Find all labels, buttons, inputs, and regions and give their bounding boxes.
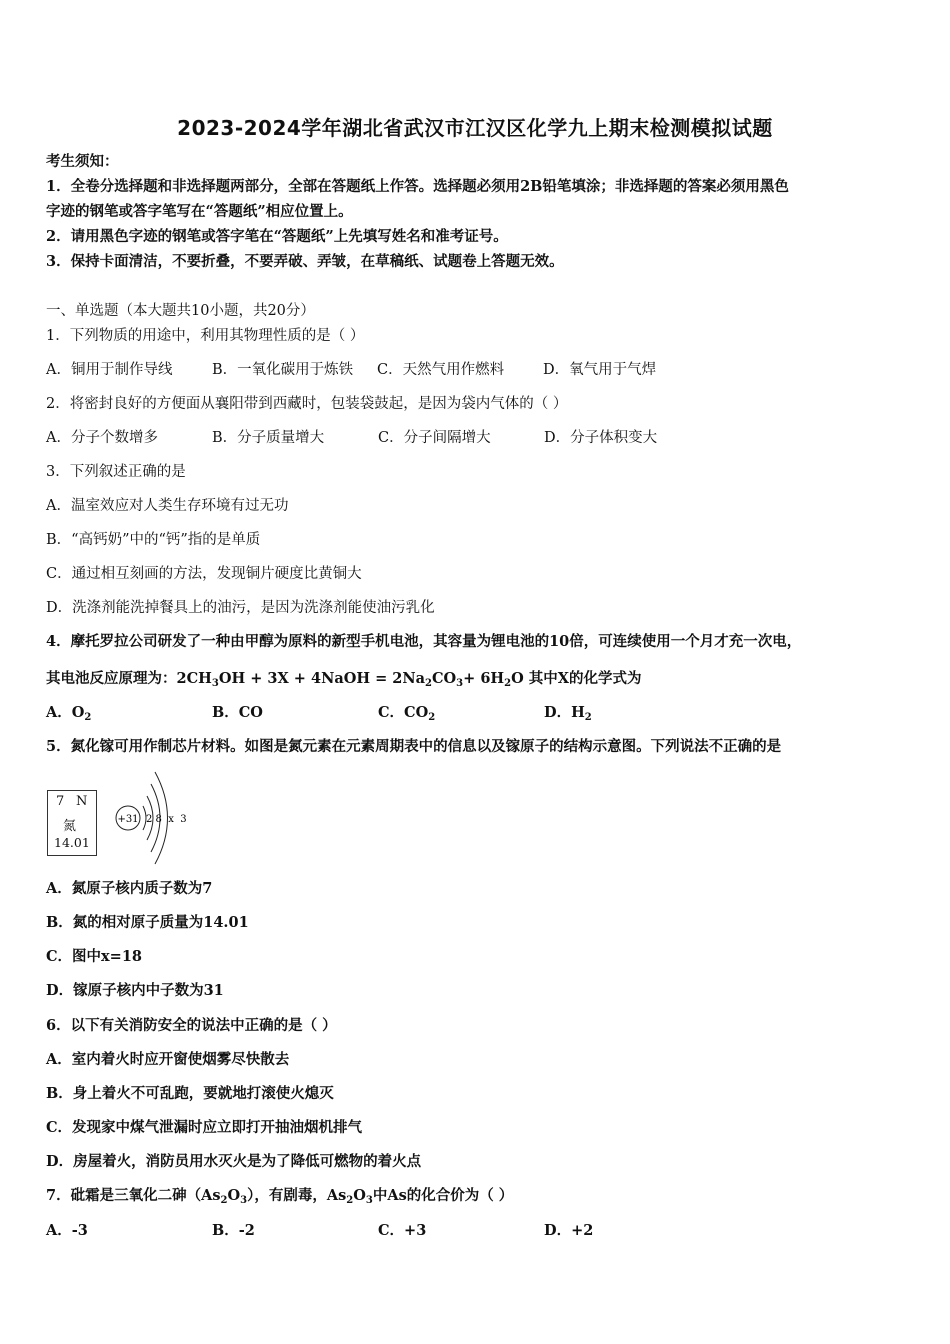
question-3-option-b: B．“高钙奶”中的“钙”指的是单质 [46, 532, 261, 548]
question-5-option-d: D．镓原子核内中子数为31 [46, 982, 224, 999]
notice-item-3: 3．保持卡面清洁，不要折叠，不要弄破、弄皱，在草稿纸、试题卷上答题无效。 [46, 253, 564, 270]
question-3-option-d: D．洗涤剂能洗掉餐具上的油污，是因为洗涤剂能使油污乳化 [46, 600, 435, 616]
question-3-option-a: A．温室效应对人类生存环境有过无功 [46, 498, 289, 514]
atomic-mass: 14.01 [54, 835, 90, 850]
option-b: B．分子质量增大 [212, 430, 325, 446]
question-6-stem: 6．以下有关消防安全的说法中正确的是（ ） [46, 1017, 337, 1034]
notice-item-1: 1．全卷分选择题和非选择题两部分，全部在答题纸上作答。选择题必须用2B铅笔填涂；非选择题的答案必须用黑色 [46, 178, 789, 195]
question-4-options [46, 703, 592, 723]
question-4-stem-2 [46, 669, 642, 689]
question-7-stem: 7．砒霜是三氧化二砷$(As_2O_3)$，有剧毒，$As_2O_3$中As的化合价为（ ） [46, 1187, 514, 1206]
element-name: 氮 [63, 819, 77, 834]
option-d: D．分子体积变大 [544, 430, 658, 446]
page-title: 2023-2024学年湖北省武汉市江汉区化学九上期末检测模拟试题 [177, 116, 773, 140]
question-5-option-c: C．图中x=18 [46, 948, 143, 965]
atom-structure-diagram [112, 766, 192, 866]
option-a: A．-3 [46, 1222, 88, 1239]
option-b: B．一氧化碳用于炼铁 [212, 362, 354, 378]
option-a: A．铜用于制作导线 [46, 362, 173, 378]
question-6-option-b: B．身上着火不可乱跑，要就地打滚使火熄灭 [46, 1085, 334, 1102]
option-c: C．$CO_2$ [378, 704, 436, 723]
option-c: C．+3 [378, 1222, 427, 1239]
question-6-option-a: A．室内着火时应开窗使烟雾尽快散去 [46, 1051, 290, 1068]
question-3-option-c: C．通过相互刻画的方法，发现铜片硬度比黄铜大 [46, 566, 362, 582]
question-6-option-c: C．发现家中煤气泄漏时应立即打开抽油烟机排气 [46, 1119, 363, 1136]
notice-item-1-cont: 字迹的钢笔或答字笔写在“答题纸”相应位置上。 [46, 203, 353, 220]
nucleus-charge: +31 [117, 814, 139, 825]
question-1-stem: 1．下列物质的用途中，利用其物理性质的是（ ） [46, 328, 365, 344]
shell-electron-counts: 2 8 x 3 [146, 814, 187, 825]
option-d: D．氧气用于气焊 [543, 362, 657, 378]
reaction-equation: $2CH_3OH + 3X$ + 4NaOH = $2Na_2CO_3+ 6H_2O$ [176, 670, 524, 689]
question-2-options [46, 428, 657, 448]
notice-item-2: 2．请用黑色字迹的钢笔或答字笔在“答题纸”上先填写姓名和准考证号。 [46, 228, 508, 245]
question-1-options [46, 360, 656, 380]
element-symbol: N [76, 794, 88, 809]
question-3-stem: 3．下列叙述正确的是 [46, 464, 186, 480]
option-c: C．分子间隔增大 [378, 430, 491, 446]
option-b: B．CO [212, 704, 263, 721]
question-4-suffix: 其中X的化学式为 [523, 670, 642, 687]
question-5-stem: 5．氮化镓可用作制芯片材料。如图是氮元素在元素周期表中的信息以及镓原子的结构示意图。下列说法不正确的是 [46, 738, 782, 755]
option-d: D．$H_2$ [544, 704, 592, 723]
question-5-option-a: A．氮原子核内质子数为7 [46, 880, 213, 897]
option-d: D．+2 [544, 1222, 594, 1239]
option-a: A．分子个数增多 [46, 430, 158, 446]
section-heading: 一、单选题（本大题共10小题，共20分） [46, 303, 315, 319]
option-b: B．-2 [212, 1222, 255, 1239]
question-4-stem-1: 4．摩托罗拉公司研发了一种由甲醇为原料的新型手机电池，其容量为锂电池的10倍，可连续使用一个月才充一次电， [46, 633, 802, 650]
atomic-number: 7 [56, 794, 65, 809]
notice-heading: 考生须知： [46, 153, 119, 170]
option-a: A．$O_2$ [46, 704, 92, 723]
option-c: C．天然气用作燃料 [377, 362, 505, 378]
periodic-table-cell [47, 790, 97, 856]
question-5-option-b: B．氮的相对原子质量为14.01 [46, 914, 249, 931]
question-2-stem: 2．将密封良好的方便面从襄阳带到西藏时，包装袋鼓起，是因为袋内气体的（ ） [46, 396, 568, 412]
question-6-option-d: D．房屋着火，消防员用水灭火是为了降低可燃物的着火点 [46, 1153, 422, 1170]
question-4-prefix: 其电池反应原理为： [46, 670, 177, 687]
question-7-options [46, 1221, 593, 1241]
